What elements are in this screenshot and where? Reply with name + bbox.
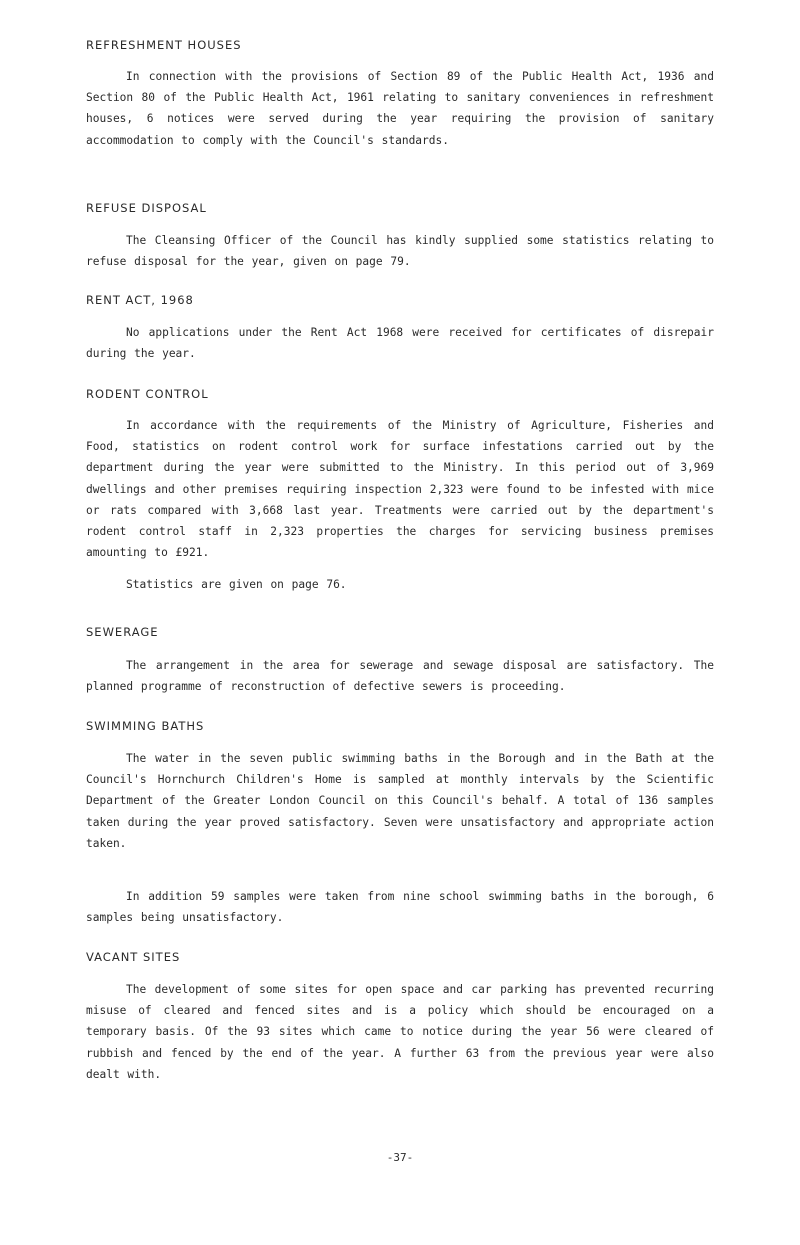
paragraph-refuse-disposal: The Cleansing Officer of the Council has kindly supplied some statistics relating to refuse disposal for the year, given on page 79. bbox=[86, 234, 714, 269]
section-heading-swimming-baths: SWIMMING BATHS bbox=[86, 719, 205, 733]
section-heading-sewerage: SEWERAGE bbox=[86, 625, 159, 639]
paragraph-sewerage: The arrangement in the area for sewerage and sewage disposal are satisfactory. The planned programme of reconstruction of defective sewers is proceeding. bbox=[86, 659, 714, 694]
paragraph-school-swimming-baths: In addition 59 samples were taken from nine school swimming baths in the borough, 6 samples being unsatisfactory. bbox=[86, 890, 714, 925]
page-number: -37- bbox=[386, 1151, 414, 1164]
section-heading-rent-act: RENT ACT, 1968 bbox=[86, 293, 194, 307]
paragraph-rent-act: No applications under the Rent Act 1968 were received for certificates of disrepair during the year. bbox=[86, 326, 714, 361]
paragraph-vacant-sites: The development of some sites for open space and car parking has prevented recurring misuse of cleared and fenced sites and is a policy which should be encouraged on a temporary basis. Of the 93 sites which came to notice during the year 56 were cleared of rubbish and fenced by the end of the year. A further 63 from the previous year were also dealt with. bbox=[86, 983, 714, 1081]
paragraph-swimming-baths: The water in the seven public swimming baths in the Borough and in the Bath at the Council's Hornchurch Children's Home is sampled at monthly intervals by the Scientific Department of the Greater London Council on this Council's behalf. A total of 136 samples taken during the year proved satisfactory. Seven were unsatisfactory and appropriate action taken. bbox=[86, 752, 714, 850]
paragraph-rodent-control: In accordance with the requirements of the Ministry of Agriculture, Fisheries and Food, statistics on rodent control work for surface infestations carried out by the department during the year were submitted to the Ministry. In this period out of 3,969 dwellings and other premises requiring inspection 2,323 were found to be infested with mice or rats compared with 3,668 last year. Treatments were carried out by the department's rodent control staff in 2,323 properties the charges for servicing business premises amounting to £921. bbox=[86, 419, 714, 560]
section-heading-vacant-sites: VACANT SITES bbox=[86, 950, 181, 964]
paragraph-refreshment-houses: In connection with the provisions of Section 89 of the Public Health Act, 1936 and Section 80 of the Public Health Act, 1961 relating to sanitary conveniences in refreshment houses, 6 notices were served during the year requiring the provision of sanitary accommodation to comply with the Council's standards. bbox=[86, 70, 714, 147]
section-heading-rodent-control: RODENT CONTROL bbox=[86, 387, 209, 401]
section-heading-refuse-disposal: REFUSE DISPOSAL bbox=[86, 201, 207, 215]
section-heading-refreshment-houses: REFRESHMENT HOUSES bbox=[86, 38, 242, 52]
paragraph-rodent-statistics: Statistics are given on page 76. bbox=[126, 578, 347, 591]
